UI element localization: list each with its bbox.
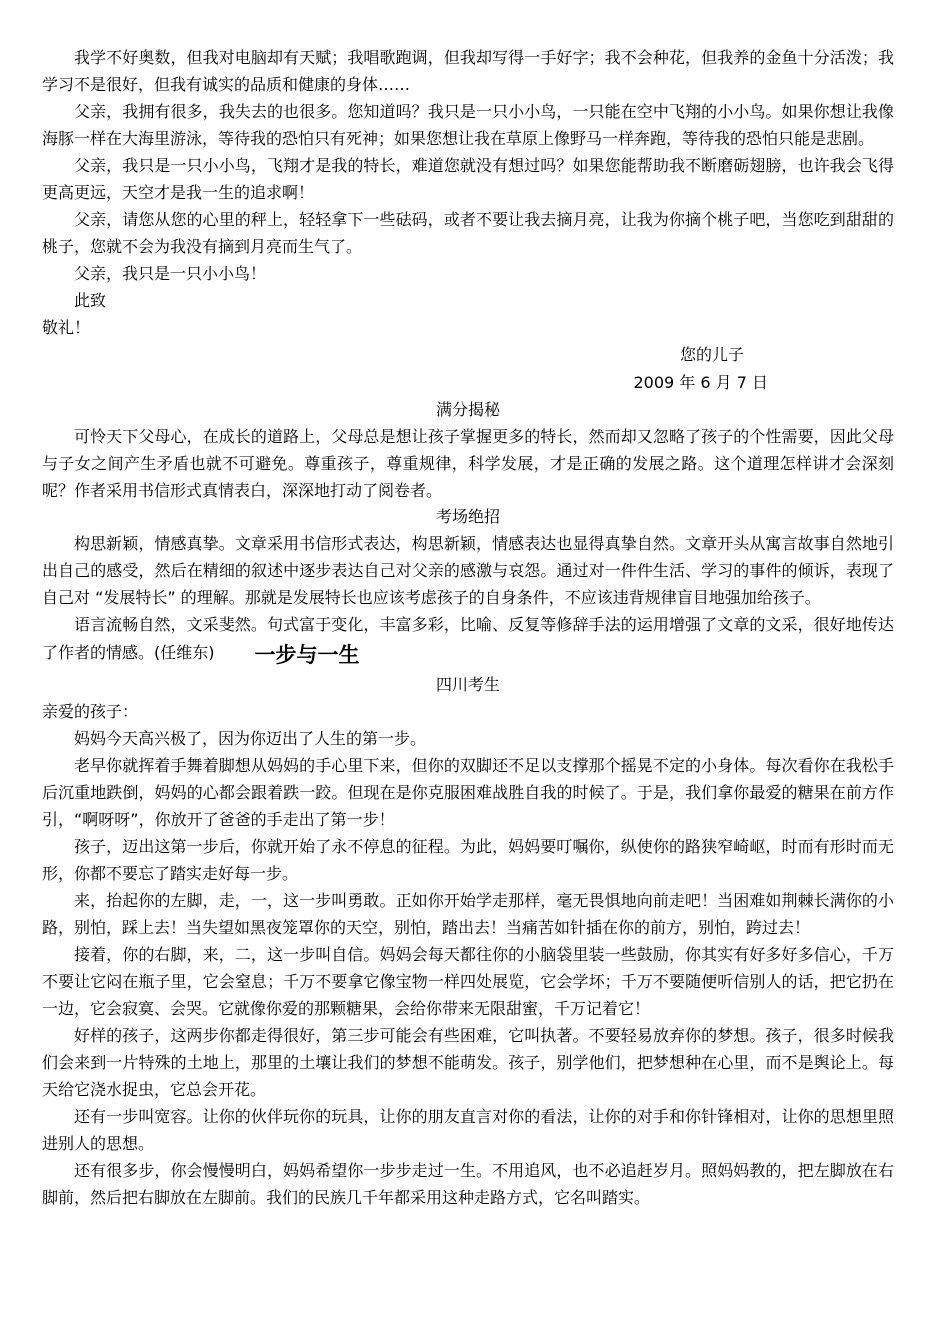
essay-greeting: 亲爱的孩子： [42, 702, 139, 721]
tips-paragraph-text: 语言流畅自然，文采斐然。句式富于变化，丰富多彩，比喻、反复等修辞手法的运用增强了文章的文采，很好地传达了作者的情感。(任维东) [42, 615, 894, 662]
document-page [42, 44, 894, 1211]
analysis-heading: 满分揭秘 [435, 400, 500, 419]
essay-author: 四川考生 [435, 675, 500, 694]
letter-signature: 您的儿子 [679, 345, 744, 364]
analysis-paragraph: 可怜天下父母心，在成长的道路上，父母总是想让孩子掌握更多的特长，然而却又忽略了孩子的个性需要，因此父母与子女之间产生矛盾也就不可避免。尊重孩子，尊重规律，科学发展，才是正确的发展之路。这个道理怎样讲才会深刻呢？作者采用书信形式真情表白，深深地打动了阅卷者。 [42, 427, 894, 500]
essay-title: 一步与一生 [254, 643, 360, 667]
tips-paragraph: 构思新颖，情感真挚。文章采用书信形式表达，构思新颖，情感表达也显得真挚自然。文章开头从寓言故事自然地引出自己的感受，然后在精细的叙述中逐步表达自己对父亲的感激与哀怨。通过对一件件生活、学习的事件的倾诉，表现了自己对 “发展特长” 的理解。那就是发展特长也应该考虑孩子的自身条件，不应该违背规律盲目地强加给孩子。 [42, 534, 894, 607]
tips-heading: 考场绝招 [435, 507, 500, 526]
essay-paragraph: 接着，你的右脚，来，二，这一步叫自信。妈妈会每天都往你的小脑袋里装一些鼓励，你其实有好多好多信心，千万不要让它闷在瓶子里，它会窒息；千万不要拿它像宝物一样四处展览，它会学坏；千万不要随便听信别人的话，把它扔在一边，它会寂寞、会哭。它就像你爱的那颗糖果，会给你带来无限甜蜜，千万记着它！ [42, 945, 894, 1018]
letter-closing: 此致 [74, 291, 107, 310]
letter-paragraph: 父亲，请您从您的心里的秤上，轻轻拿下一些砝码，或者不要让我去摘月亮，让我为你摘个桃子吧，当您吃到甜甜的桃子，您就不会为我没有摘到月亮而生气了。 [42, 210, 894, 256]
essay-paragraph: 还有一步叫宽容。让你的伙伴玩你的玩具，让你的朋友直言对你的看法，让你的对手和你针锋相对，让你的思想里照进别人的思想。 [42, 1107, 894, 1153]
tips-paragraph [42, 611, 894, 666]
letter-salute: 敬礼！ [42, 318, 91, 337]
essay-paragraph: 妈妈今天高兴极了，因为你迈出了人生的第一步。 [74, 729, 427, 748]
letter-paragraph: 父亲，我只是一只小小鸟！ [74, 264, 267, 283]
letter-date: 2009 年 6 月 7 日 [633, 373, 768, 392]
essay-paragraph: 孩子，迈出这第一步后，你就开始了永不停息的征程。为此，妈妈要叮嘱你，纵使你的路狭窄崎岖，时而有形时而无形，你都不要忘了踏实走好每一步。 [42, 837, 894, 883]
letter-paragraph: 父亲，我拥有很多，我失去的也很多。您知道吗？我只是一只小小鸟，一只能在空中飞翔的小小鸟。如果你想让我像海豚一样在大海里游泳，等待我的恐怕只有死神；如果您想让我在草原上像野马一样奔跑，等待我的恐怕只能是悲剧。 [42, 102, 894, 148]
essay-paragraph: 来，抬起你的左脚，走，一，这一步叫勇敢。正如你开始学走那样，毫无畏惧地向前走吧！当困难如荆棘长满你的小路，别怕，踩上去！当失望如黑夜笼罩你的天空，别怕，踏出去！当痛苦如针插在你的前方，别怕，跨过去！ [42, 891, 894, 937]
essay-paragraph: 还有很多步，你会慢慢明白，妈妈希望你一步步走过一生。不用追风，也不必追赶岁月。照妈妈教的，把左脚放在右脚前，然后把右脚放在左脚前。我们的民族几千年都采用这种走路方式，它名叫踏实。 [42, 1161, 894, 1207]
essay-paragraph: 老早你就挥着手舞着脚想从妈妈的手心里下来，但你的双脚还不足以支撑那个摇晃不定的小身体。每次看你在我松手后沉重地跌倒，妈妈的心都会跟着跌一跤。但现在是你克服困难战胜自我的时候了。于是，我们拿你最爱的糖果在前方作引，“啊呀呀”，你放开了爸爸的手走出了第一步！ [42, 756, 894, 829]
essay-paragraph: 好样的孩子，这两步你都走得很好，第三步可能会有些困难，它叫执著。不要轻易放弃你的梦想。孩子，很多时候我们会来到一片特殊的土地上，那里的土壤让我们的梦想不能萌发。孩子，别学他们，把梦想种在心里，而不是舆论上。每天给它浇水捉虫，它总会开花。 [42, 1026, 894, 1099]
letter-paragraph: 父亲，我只是一只小小鸟，飞翔才是我的特长，难道您就没有想过吗？如果您能帮助我不断磨砺翅膀，也许我会飞得更高更远，天空才是我一生的追求啊！ [42, 156, 894, 202]
letter-paragraph: 我学不好奥数，但我对电脑却有天赋；我唱歌跑调，但我却写得一手好字；我不会种花，但我养的金鱼十分活泼；我学习不是很好，但我有诚实的品质和健康的身体…… [42, 48, 894, 94]
